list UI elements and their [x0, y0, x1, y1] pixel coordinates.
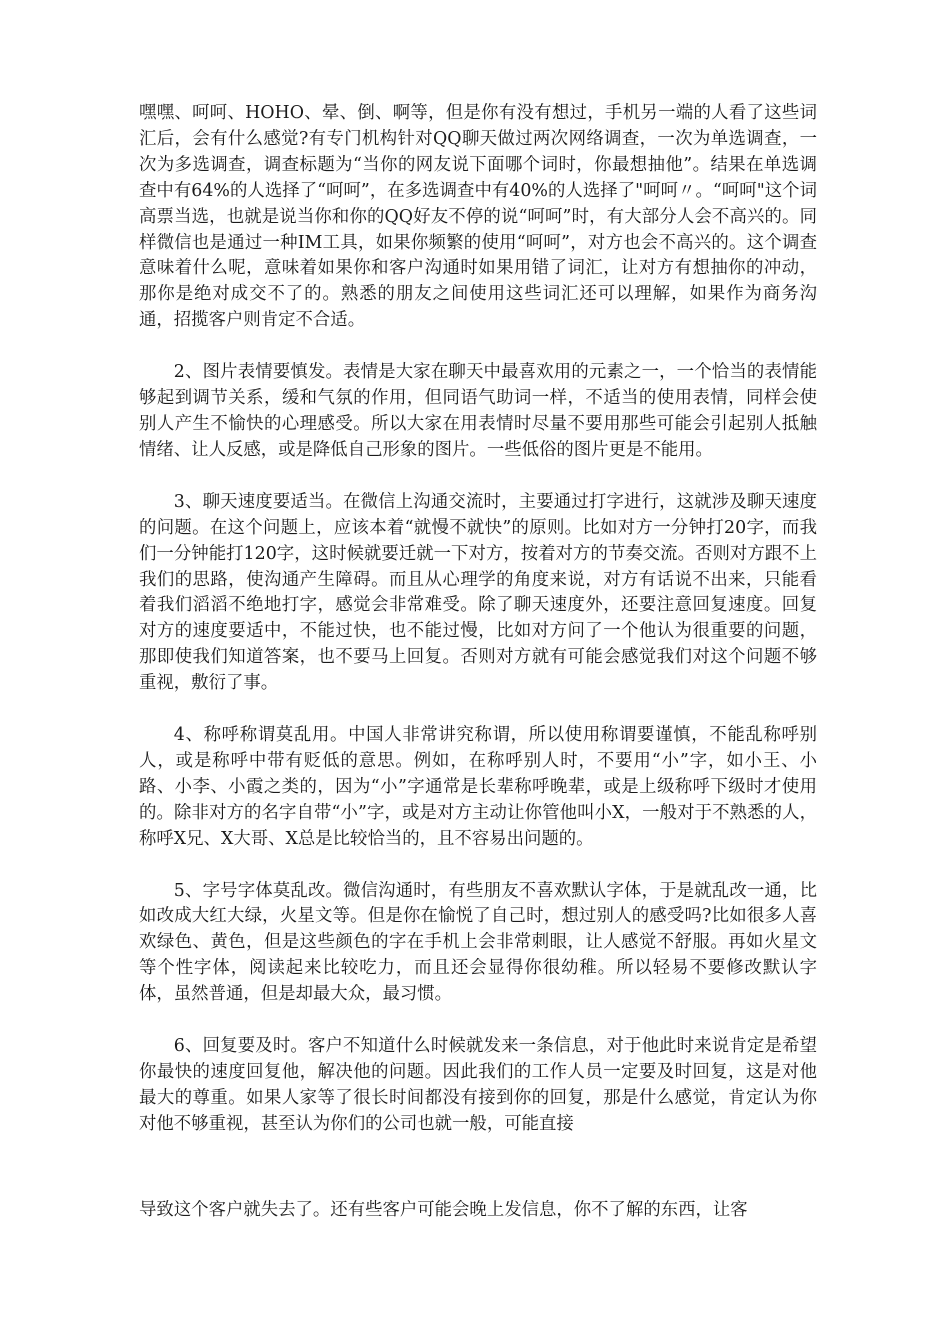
paragraph-2: 2、图片表情要慎发。表情是大家在聊天中最喜欢用的元素之一，一个恰当的表情能够起到调节关系，缓和气氛的作用，但同语气助词一样，不适当的使用表情，同样会使别人产生不愉快的心理感受。所以大家在用表情时尽量不要用那些可能会引起别人抵触情绪、让人反感，或是降低自己形象的图片。一些低俗的图片更是不能用。: [139, 362, 817, 460]
paragraph-7: 导致这个客户就失去了。还有些客户可能会晚上发信息，你不了解的东西，让客: [139, 1200, 748, 1220]
paragraph-6: 6、回复要及时。客户不知道什么时候就发来一条信息，对于他此时来说肯定是希望你最快的速度回复他，解决他的问题。因此我们的工作人员一定要及时回复，这是对他最大的尊重。如果人家等了很长时间都没有接到你的回复，那是什么感觉，肯定认为你对他不够重视，甚至认为你们的公司也就一般，可能直接: [139, 1036, 817, 1134]
paragraph-1: 嘿嘿、呵呵、HOHO、晕、倒、啊等，但是你有没有想过，手机另一端的人看了这些词汇后，会有什么感觉?有专门机构针对QQ聊天做过两次网络调查，一次为单选调查，一次为多选调查，调查标题为“当你的网友说下面哪个词时，你最想抽他”。结果在单选调查中有64%的人选择了“呵呵”，在多选调查中有40%的人选择了"呵呵〃。“呵呵"这个词高票当选，也就是说当你和你的QQ好友不停的说“呵呵”时，有大部分人会不高兴的。同样微信也是通过一种IM工具，如果你频繁的使用“呵呵”，对方也会不高兴的。这个调查意味着什么呢，意味着如果你和客户沟通时如果用错了词汇，让对方有想抽你的冲动，那你是绝对成交不了的。熟悉的朋友之间使用这些词汇还可以理解，如果作为商务沟通，招揽客户则肯定不合适。: [139, 103, 817, 331]
paragraph-4: 4、称呼称谓莫乱用。中国人非常讲究称谓，所以使用称谓要谨慎，不能乱称呼别人，或是称呼中带有贬低的意思。例如，在称呼别人时，不要用“小”字，如小王、小路、小李、小霞之类的，因为“小”字通常是长辈称呼晚辈，或是上级称呼下级时才使用的。除非对方的名字自带“小”字，或是对方主动让你管他叫小X，一般对于不熟悉的人，称呼X兄、X大哥、X总是比较恰当的，且不容易出问题的。: [139, 725, 817, 849]
paragraph-3: 3、聊天速度要适当。在微信上沟通交流时，主要通过打字进行，这就涉及聊天速度的问题。在这个问题上，应该本着“就慢不就快”的原则。比如对方一分钟打20字，而我们一分钟能打120字，这时候就要迁就一下对方，按着对方的节奏交流。否则对方跟不上我们的思路，使沟通产生障碍。而且从心理学的角度来说，对方有话说不出来，只能看着我们滔滔不绝地打字，感觉会非常难受。除了聊天速度外，还要注意回复速度。回复对方的速度要适中，不能过快，也不能过慢，比如对方问了一个他认为很重要的问题，那即使我们知道答案，也不要马上回复。否则对方就有可能会感觉我们对这个问题不够重视，敷衍了事。: [139, 491, 817, 694]
document-body: [139, 101, 817, 1164]
paragraph-5: 5、字号字体莫乱改。微信沟通时，有些朋友不喜欢默认字体，于是就乱改一通，比如改成大红大绿，火星文等。但是你在愉悦了自己时，想过别人的感受吗?比如很多人喜欢绿色、黄色，但是这些颜色的字在手机上会非常刺眼，让人感觉不舒服。再如火星文等个性字体，阅读起来比较吃力，而且还会显得你很幼稚。所以轻易不要修改默认字体，虽然普通，但是却最大众，最习惯。: [139, 880, 817, 1005]
